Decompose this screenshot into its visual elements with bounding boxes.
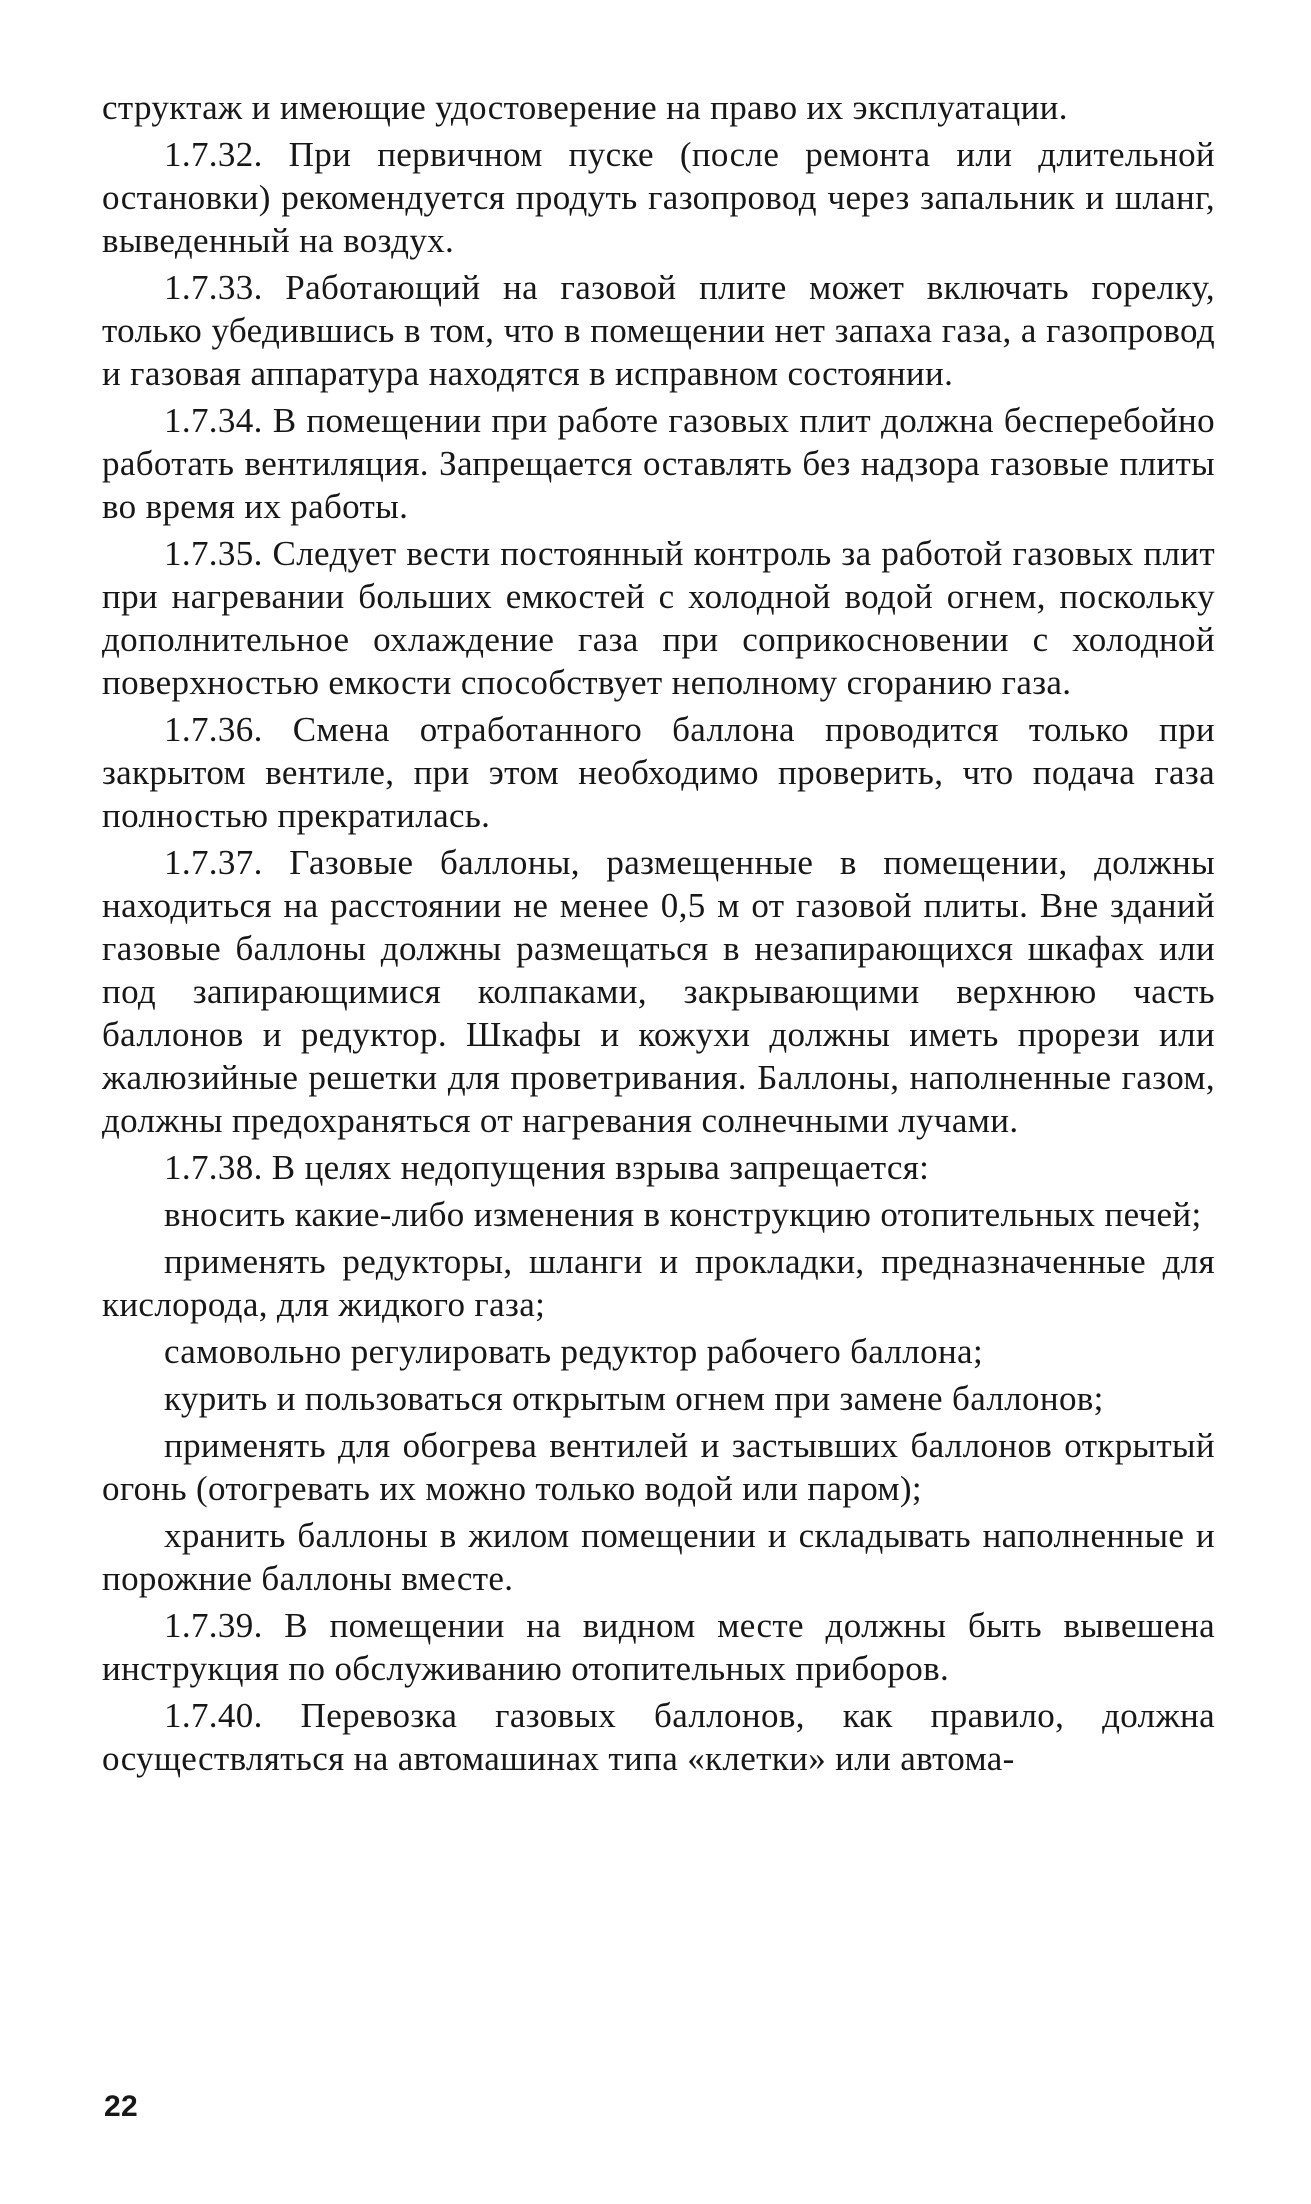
page-number: 22 — [104, 2090, 139, 2123]
paragraph-continuation: структаж и имеющие удостоверение на право их эксплуатации. — [102, 88, 1068, 127]
paragraph-1-7-33: 1.7.33. Работающий на газовой плите может включать горелку, только убедившись в том, что в помещении нет запаха газа, а газопровод и газовая аппаратура находятся в исправном состоянии. — [102, 268, 1215, 393]
paragraph-1-7-39: 1.7.39. В помещении на видном месте должны быть вывешена инструкция по обслуживанию отопительных приборов. — [102, 1606, 1215, 1688]
list-item: самовольно регулировать редуктор рабочего баллона; — [164, 1332, 984, 1371]
paragraph-1-7-38: 1.7.38. В целях недопущения взрыва запрещается: — [164, 1148, 930, 1187]
list-item: применять редукторы, шланги и прокладки, предназначенные для кислорода, для жидкого газа; — [102, 1242, 1215, 1324]
paragraph-1-7-35: 1.7.35. Следует вести постоянный контроль за работой газовых плит при нагревании больших емкостей с холодной водой огнем, поскольку дополнительное охлаждение газа при соприкосновении с холодной поверхностью емкости способствует неполному сгоранию газа. — [102, 534, 1215, 702]
list-item: вносить какие-либо изменения в конструкцию отопительных печей; — [164, 1195, 1202, 1234]
list-item: применять для обогрева вентилей и застывших баллонов открытый огонь (отогревать их можно только водой или паром); — [102, 1426, 1215, 1508]
paragraph-1-7-34: 1.7.34. В помещении при работе газовых плит должна бесперебойно работать вентиляция. Запрещается оставлять без надзора газовые плиты во время их работы. — [102, 401, 1215, 526]
paragraph-1-7-36: 1.7.36. Смена отработанного баллона проводится только при закрытом вентиле, при этом необходимо проверить, что подача газа полностью прекратилась. — [102, 710, 1215, 835]
list-item: хранить баллоны в жилом помещении и складывать наполненные и порожние баллоны вместе. — [102, 1516, 1215, 1598]
paragraph-1-7-37: 1.7.37. Газовые баллоны, размещенные в помещении, должны находиться на расстоянии не менее 0,5 м от газовой плиты. Вне зданий газовые баллоны должны размещаться в незапирающихся шкафах или под запирающимися колпаками, закрывающими верхнюю часть баллонов и редуктор. Шкафы и кожухи должны иметь прорези или жалюзийные решетки для проветривания. Баллоны, наполненные газом, должны предохраняться от нагревания солнечными лучами. — [102, 843, 1215, 1140]
list-item: курить и пользоваться открытым огнем при замене баллонов; — [164, 1379, 1104, 1418]
paragraph-1-7-40: 1.7.40. Перевозка газовых баллонов, как правило, должна осуществляться на автомашинах типа «клетки» или автома- — [102, 1696, 1215, 1778]
paragraph-1-7-32: 1.7.32. При первичном пуске (после ремонта или длительной остановки) рекомендуется продуть газопровод через запальник и шланг, выведенный на воздух. — [102, 135, 1215, 260]
